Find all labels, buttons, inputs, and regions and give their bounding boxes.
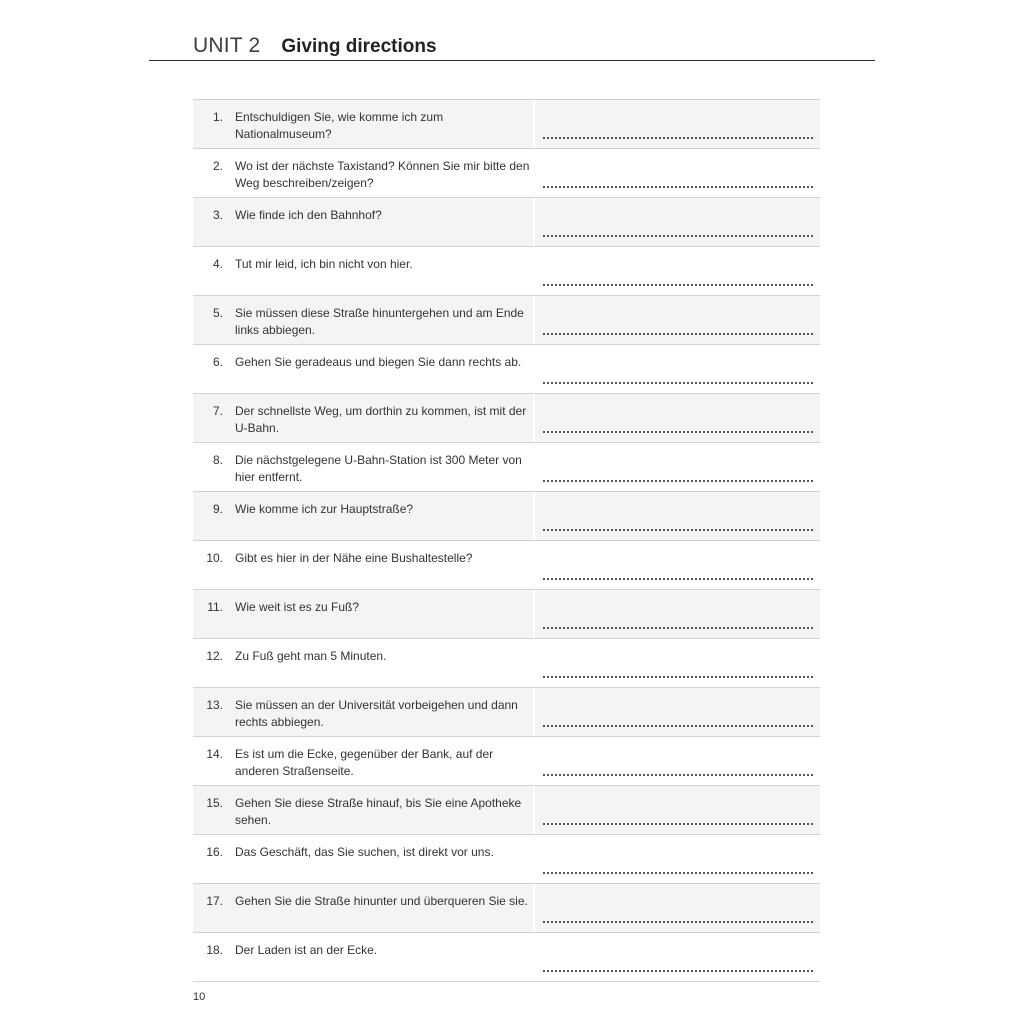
column-divider — [533, 688, 535, 736]
answer-line — [543, 186, 813, 188]
column-divider — [533, 345, 535, 393]
exercise-row — [193, 394, 820, 443]
exercise-row — [193, 688, 820, 737]
column-divider — [533, 786, 535, 834]
exercise-row — [193, 296, 820, 345]
header-rule — [149, 60, 875, 61]
item-sentence: Entschuldigen Sie, wie komme ich zum Nationalmuseum? — [235, 110, 444, 141]
exercise-row — [193, 541, 820, 590]
item-number: 15. — [206, 796, 223, 810]
answer-line — [543, 823, 813, 825]
column-divider — [533, 639, 535, 687]
item-number: 10. — [206, 551, 223, 565]
column-divider — [533, 247, 535, 295]
item-sentence: Gibt es hier in der Nähe eine Bushaltestelle? — [235, 551, 473, 565]
exercise-row — [193, 198, 820, 247]
item-number: 5. — [212, 306, 223, 320]
answer-line — [543, 382, 813, 384]
answer-line — [543, 627, 813, 629]
item-sentence: Der Laden ist an der Ecke. — [235, 943, 378, 957]
column-divider — [533, 394, 535, 442]
answer-line — [543, 970, 813, 972]
item-sentence: Es ist um die Ecke, gegenüber der Bank, auf der anderen Straßenseite. — [235, 747, 494, 778]
item-number: 12. — [206, 649, 223, 663]
answer-line — [543, 872, 813, 874]
exercise-row — [193, 639, 820, 688]
exercise-row — [193, 835, 820, 884]
item-sentence: Gehen Sie geradeaus und biegen Sie dann rechts ab. — [235, 355, 522, 369]
column-divider — [533, 835, 535, 883]
item-sentence: Gehen Sie diese Straße hinauf, bis Sie eine Apotheke sehen. — [235, 796, 522, 827]
column-divider — [533, 198, 535, 246]
answer-line — [543, 137, 813, 139]
item-sentence: Tut mir leid, ich bin nicht von hier. — [235, 257, 413, 271]
column-divider — [533, 737, 535, 785]
item-number: 4. — [212, 257, 223, 271]
answer-line — [543, 578, 813, 580]
column-divider — [533, 296, 535, 344]
item-sentence: Der schnellste Weg, um dorthin zu kommen, ist mit der U-Bahn. — [235, 404, 527, 435]
item-number: 1. — [212, 110, 223, 124]
item-sentence: Wo ist der nächste Taxistand? Können Sie mir bitte den Weg beschreiben/zeigen? — [235, 159, 530, 190]
column-divider — [533, 100, 535, 148]
answer-line — [543, 676, 813, 678]
answer-line — [543, 529, 813, 531]
column-divider — [533, 541, 535, 589]
column-divider — [533, 443, 535, 491]
item-number: 8. — [212, 453, 223, 467]
item-number: 13. — [206, 698, 223, 712]
exercise-row — [193, 492, 820, 541]
exercise-row — [193, 590, 820, 639]
answer-line — [543, 431, 813, 433]
answer-line — [543, 921, 813, 923]
column-divider — [533, 492, 535, 540]
column-divider — [533, 933, 535, 981]
page-header — [193, 34, 437, 58]
item-sentence: Zu Fuß geht man 5 Minuten. — [235, 649, 387, 663]
item-number: 16. — [206, 845, 223, 859]
page-number: 10 — [193, 991, 206, 1003]
item-sentence: Sie müssen diese Straße hinuntergehen und am Ende links abbiegen. — [235, 306, 524, 337]
column-divider — [533, 149, 535, 197]
exercise-row — [193, 247, 820, 296]
item-number: 17. — [206, 894, 223, 908]
answer-line — [543, 333, 813, 335]
item-sentence: Wie weit ist es zu Fuß? — [235, 600, 360, 614]
item-number: 6. — [212, 355, 223, 369]
item-number: 18. — [206, 943, 223, 957]
answer-line — [543, 725, 813, 727]
answer-line — [543, 284, 813, 286]
item-number: 11. — [207, 600, 223, 614]
exercise-row — [193, 149, 820, 198]
exercise-row — [193, 737, 820, 786]
answer-line — [543, 480, 813, 482]
item-number: 14. — [206, 747, 223, 761]
item-sentence: Das Geschäft, das Sie suchen, ist direkt vor uns. — [235, 845, 494, 859]
answer-line — [543, 774, 813, 776]
item-sentence: Wie finde ich den Bahnhof? — [235, 208, 382, 222]
item-number: 7. — [212, 404, 223, 418]
item-sentence: Gehen Sie die Straße hinunter und überqueren Sie sie. — [235, 894, 528, 908]
unit-label: UNIT 2 — [193, 34, 261, 57]
item-number: 9. — [212, 502, 223, 516]
item-sentence: Die nächstgelegene U-Bahn-Station ist 300 Meter von hier entfernt. — [235, 453, 522, 484]
item-number: 3. — [212, 208, 223, 222]
translation-exercise — [193, 99, 820, 982]
answer-line — [543, 235, 813, 237]
exercise-row — [193, 443, 820, 492]
exercise-row — [193, 786, 820, 835]
exercise-row — [193, 345, 820, 394]
item-sentence: Wie komme ich zur Hauptstraße? — [235, 502, 414, 516]
exercise-row — [193, 100, 820, 149]
exercise-row — [193, 884, 820, 933]
unit-title: Giving directions — [281, 36, 437, 57]
item-number: 2. — [212, 159, 223, 173]
column-divider — [533, 590, 535, 638]
exercise-row — [193, 933, 820, 982]
item-sentence: Sie müssen an der Universität vorbeigehen und dann rechts abbiegen. — [235, 698, 518, 729]
column-divider — [533, 884, 535, 932]
